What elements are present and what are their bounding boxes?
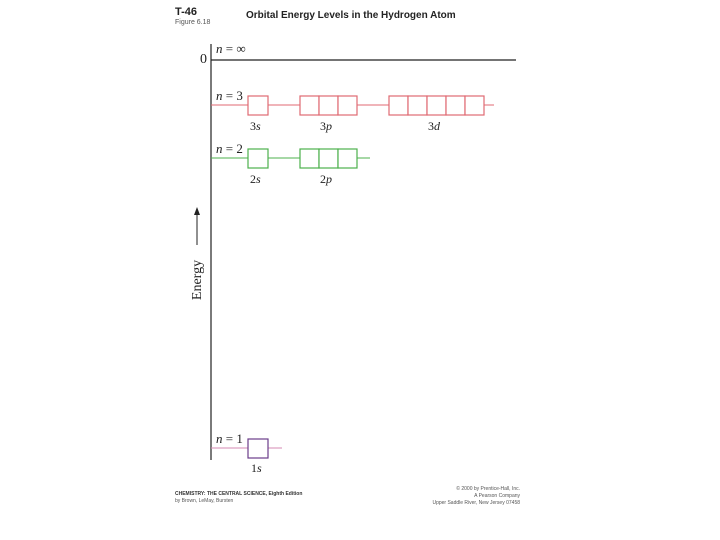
footer-copyright: © 2000 by Prentice-Hall, Inc. [456, 486, 520, 492]
level-label-n-infinity [216, 41, 246, 57]
footer-copyright-block [430, 486, 520, 507]
level-eq: = [222, 431, 237, 446]
footer-book-title: CHEMISTRY: THE CENTRAL SCIENCE, Eighth Edition [175, 491, 303, 497]
level-n-value: ∞ [236, 41, 246, 56]
orbital-box-3d-3 [427, 96, 446, 115]
orbital-box-2s [248, 149, 268, 168]
orbital-box-3d-1 [389, 96, 408, 115]
orbital-label-3s [250, 119, 261, 134]
diagram-title: Orbital Energy Levels in the Hydrogen Atom [246, 10, 456, 21]
level-eq: = [222, 88, 237, 103]
level-n-value: 1 [236, 431, 243, 446]
level-n-value: 3 [236, 88, 243, 103]
footer-location: Upper Saddle River, New Jersey 07458 [432, 500, 520, 506]
energy-axis-label: Energy [190, 259, 205, 301]
orbital-box-3p-2 [319, 96, 338, 115]
orbital-label-1s [251, 461, 262, 476]
orbital-label-num: 3 [320, 119, 326, 133]
orbital-label-num: 3 [428, 119, 434, 133]
orbital-label-num: 2 [250, 172, 256, 186]
orbital-label-letter: s [256, 119, 261, 133]
orbital-box-2p-1 [300, 149, 319, 168]
zero-energy-label: 0 [200, 52, 207, 67]
orbital-label-num: 2 [320, 172, 326, 186]
orbital-label-letter: d [434, 119, 440, 133]
level-label-n2 [216, 141, 243, 157]
orbital-box-3s [248, 96, 268, 115]
orbital-box-3d-2 [408, 96, 427, 115]
level-n-var: n [216, 141, 223, 156]
orbital-label-3d [428, 119, 440, 134]
orbital-label-letter: p [326, 119, 332, 133]
orbital-label-3p [320, 119, 332, 134]
level-label-n3 [216, 88, 243, 104]
orbital-label-num: 3 [250, 119, 256, 133]
orbital-group-2p [300, 149, 357, 168]
level-n-var: n [216, 88, 223, 103]
orbital-label-2s [250, 172, 261, 187]
orbital-group-3p [300, 96, 357, 115]
footer-book-credit [175, 491, 302, 505]
orbital-box-2p-2 [319, 149, 338, 168]
orbital-group-3d [389, 96, 484, 115]
footer-publisher: A Pearson Company [474, 493, 520, 499]
level-label-n1 [216, 431, 243, 447]
level-n-var: n [216, 41, 223, 56]
orbital-label-2p [320, 172, 332, 187]
orbital-box-3d-4 [446, 96, 465, 115]
orbital-label-letter: s [257, 461, 262, 475]
level-eq: = [222, 41, 237, 56]
transparency-code: T-46 [175, 6, 198, 18]
level-eq: = [222, 141, 237, 156]
energy-arrow-head [194, 207, 200, 215]
orbital-box-3d-5 [465, 96, 484, 115]
level-n-value: 2 [236, 141, 243, 156]
figure-number: Figure 6.18 [175, 19, 211, 26]
orbital-box-2p-3 [338, 149, 357, 168]
orbital-label-letter: s [256, 172, 261, 186]
orbital-box-3p-3 [338, 96, 357, 115]
orbital-box-3p-1 [300, 96, 319, 115]
orbital-label-letter: p [326, 172, 332, 186]
orbital-label-num: 1 [251, 461, 257, 475]
level-n-var: n [216, 431, 223, 446]
orbital-box-1s [248, 439, 268, 458]
footer-authors: by Brown, LeMay, Bursten [175, 498, 234, 504]
